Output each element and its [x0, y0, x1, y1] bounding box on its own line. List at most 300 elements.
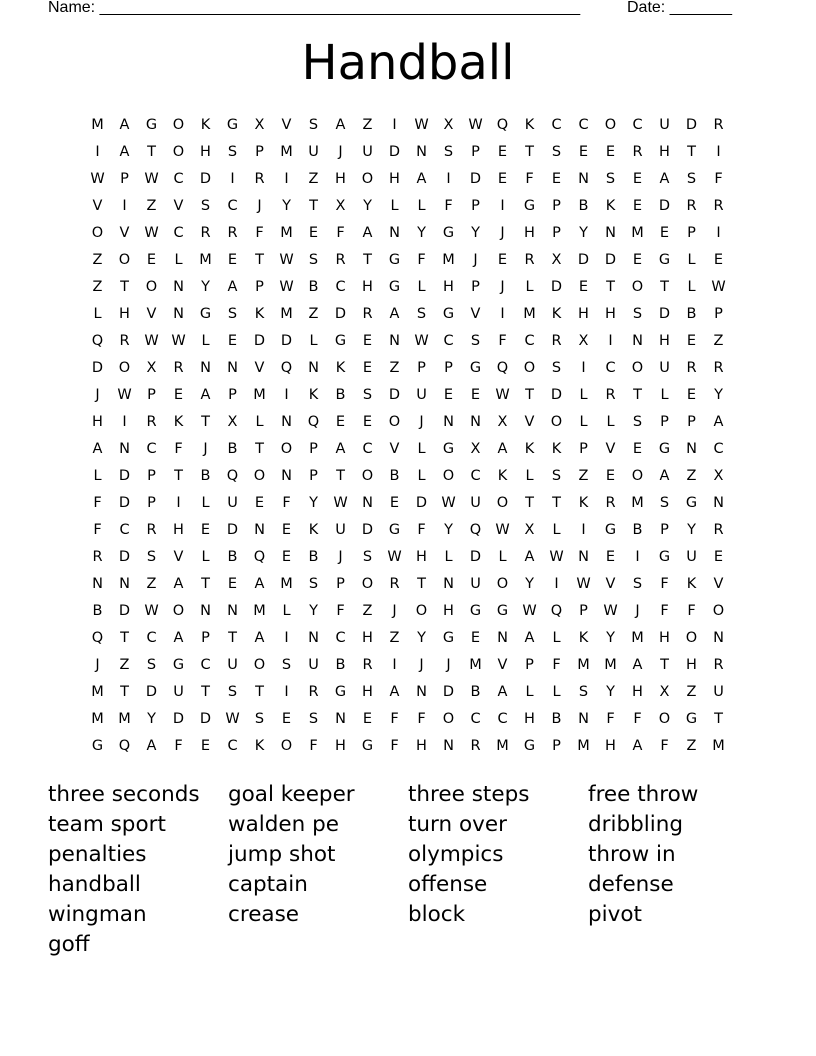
- grid-letter: I: [284, 171, 289, 187]
- grid-letter: U: [470, 495, 481, 511]
- grid-letter: L: [174, 252, 183, 268]
- grid-letter: R: [686, 360, 697, 376]
- grid-row: [84, 598, 732, 625]
- grid-letter: M: [442, 252, 455, 268]
- word-list-item: walden pe: [228, 812, 339, 837]
- grid-letter: W: [576, 576, 591, 592]
- grid-row: [84, 733, 732, 760]
- grid-letter: L: [660, 387, 669, 403]
- grid-letter: K: [686, 576, 697, 592]
- grid-letter: P: [687, 414, 696, 430]
- grid-letter: J: [338, 549, 343, 565]
- grid-letter: F: [309, 738, 318, 754]
- grid-letter: T: [417, 576, 426, 592]
- grid-letter: L: [552, 522, 561, 538]
- grid-letter: C: [146, 630, 157, 646]
- grid-letter: H: [416, 738, 427, 754]
- word-list-item: dribbling: [588, 812, 683, 837]
- grid-letter: C: [551, 117, 562, 133]
- grid-letter: R: [173, 360, 184, 376]
- grid-row: [84, 706, 732, 733]
- grid-letter: R: [362, 657, 373, 673]
- grid-letter: N: [443, 576, 454, 592]
- grid-letter: R: [713, 657, 724, 673]
- grid-letter: N: [227, 603, 238, 619]
- grid-letter: B: [335, 387, 346, 403]
- grid-letter: J: [95, 387, 100, 403]
- grid-letter: N: [254, 522, 265, 538]
- grid-letter: B: [686, 306, 697, 322]
- grid-letter: H: [632, 684, 643, 700]
- grid-letter: N: [308, 360, 319, 376]
- grid-letter: C: [470, 468, 481, 484]
- grid-letter: W: [387, 549, 402, 565]
- grid-letter: P: [714, 306, 723, 322]
- grid-letter: O: [172, 603, 185, 619]
- grid-letter: J: [419, 414, 424, 430]
- grid-letter: W: [495, 387, 510, 403]
- grid-letter: Q: [280, 360, 293, 376]
- grid-letter: O: [118, 360, 131, 376]
- grid-letter: O: [361, 171, 374, 187]
- grid-letter: L: [417, 198, 426, 214]
- grid-letter: Z: [362, 603, 373, 619]
- grid-letter: A: [227, 279, 238, 295]
- grid-letter: M: [118, 711, 131, 727]
- grid-letter: W: [117, 387, 132, 403]
- grid-letter: S: [632, 576, 643, 592]
- grid-letter: V: [470, 306, 481, 322]
- grid-letter: A: [146, 738, 157, 754]
- grid-letter: N: [578, 711, 589, 727]
- grid-letter: J: [446, 657, 451, 673]
- grid-letter: P: [552, 198, 561, 214]
- grid-letter: I: [95, 144, 100, 160]
- grid-letter: D: [145, 684, 158, 700]
- grid-letter: D: [361, 522, 374, 538]
- grid-letter: D: [388, 387, 401, 403]
- grid-letter: N: [605, 225, 616, 241]
- date-field[interactable]: Date: _______: [627, 0, 732, 16]
- grid-letter: C: [497, 711, 508, 727]
- grid-letter: N: [470, 414, 481, 430]
- grid-letter: E: [308, 225, 319, 241]
- grid-letter: T: [525, 144, 534, 160]
- grid-letter: F: [687, 603, 696, 619]
- grid-letter: I: [446, 171, 451, 187]
- grid-letter: A: [335, 441, 346, 457]
- grid-letter: I: [122, 198, 127, 214]
- grid-letter: R: [362, 306, 373, 322]
- grid-letter: E: [200, 522, 211, 538]
- grid-letter: D: [199, 171, 212, 187]
- word-list-item: free throw: [588, 782, 699, 807]
- grid-letter: D: [334, 306, 347, 322]
- grid-letter: G: [145, 117, 158, 133]
- word-list-item: goff: [48, 932, 90, 957]
- grid-letter: J: [500, 279, 505, 295]
- grid-letter: E: [470, 630, 481, 646]
- grid-letter: T: [147, 144, 156, 160]
- grid-letter: P: [147, 495, 156, 511]
- grid-letter: N: [713, 630, 724, 646]
- grid-letter: X: [713, 468, 724, 484]
- grid-letter: L: [552, 630, 561, 646]
- grid-letter: G: [523, 198, 536, 214]
- grid-letter: A: [119, 144, 130, 160]
- grid-letter: P: [255, 279, 264, 295]
- grid-letter: P: [471, 198, 480, 214]
- grid-letter: F: [606, 711, 615, 727]
- grid-letter: R: [524, 252, 535, 268]
- grid-letter: L: [498, 549, 507, 565]
- grid-letter: R: [92, 549, 103, 565]
- grid-letter: L: [417, 468, 426, 484]
- grid-letter: A: [389, 684, 400, 700]
- grid-letter: J: [500, 225, 505, 241]
- grid-row: [84, 463, 732, 490]
- grid-letter: E: [254, 495, 265, 511]
- grid-letter: S: [227, 144, 238, 160]
- grid-letter: N: [362, 495, 373, 511]
- grid-letter: G: [658, 549, 671, 565]
- grid-letter: F: [525, 171, 534, 187]
- grid-letter: Z: [308, 306, 319, 322]
- grid-letter: R: [713, 360, 724, 376]
- grid-letter: E: [470, 387, 481, 403]
- grid-letter: U: [227, 495, 238, 511]
- grid-letter: S: [443, 144, 454, 160]
- grid-letter: T: [120, 279, 129, 295]
- grid-letter: P: [417, 360, 426, 376]
- grid-letter: Z: [713, 333, 724, 349]
- grid-letter: E: [497, 171, 508, 187]
- grid-letter: W: [144, 171, 159, 187]
- grid-letter: N: [416, 144, 427, 160]
- grid-row: [84, 625, 732, 652]
- grid-letter: E: [281, 522, 292, 538]
- grid-letter: U: [713, 684, 724, 700]
- grid-letter: S: [227, 306, 238, 322]
- grid-letter: J: [203, 441, 208, 457]
- grid-letter: U: [686, 549, 697, 565]
- grid-letter: D: [658, 306, 671, 322]
- grid-letter: L: [282, 603, 291, 619]
- grid-letter: Y: [606, 630, 615, 646]
- grid-letter: O: [685, 630, 698, 646]
- grid-letter: X: [524, 522, 535, 538]
- grid-letter: K: [578, 630, 589, 646]
- grid-letter: H: [335, 738, 346, 754]
- grid-letter: M: [496, 738, 509, 754]
- grid-letter: A: [92, 441, 103, 457]
- page-title: Handball: [301, 35, 515, 91]
- grid-letter: O: [658, 711, 671, 727]
- grid-letter: A: [200, 387, 211, 403]
- grid-letter: I: [635, 549, 640, 565]
- grid-letter: W: [441, 495, 456, 511]
- grid-letter: E: [227, 252, 238, 268]
- grid-letter: A: [659, 468, 670, 484]
- grid-letter: H: [362, 630, 373, 646]
- grid-letter: K: [200, 117, 211, 133]
- grid-letter: K: [308, 387, 319, 403]
- grid-letter: Y: [606, 684, 615, 700]
- grid-letter: P: [525, 657, 534, 673]
- grid-letter: A: [659, 171, 670, 187]
- grid-letter: E: [362, 414, 373, 430]
- grid-letter: T: [201, 576, 210, 592]
- grid-letter: W: [279, 252, 294, 268]
- grid-letter: O: [253, 657, 266, 673]
- grid-letter: U: [659, 117, 670, 133]
- grid-letter: A: [254, 576, 265, 592]
- grid-letter: W: [279, 279, 294, 295]
- grid-letter: I: [284, 684, 289, 700]
- grid-row: [84, 382, 732, 409]
- grid-letter: T: [606, 279, 615, 295]
- grid-letter: S: [605, 171, 616, 187]
- grid-letter: T: [120, 684, 129, 700]
- grid-letter: F: [417, 711, 426, 727]
- grid-letter: Q: [307, 414, 320, 430]
- grid-letter: W: [711, 279, 726, 295]
- grid-letter: E: [578, 279, 589, 295]
- grid-letter: U: [308, 144, 319, 160]
- grid-letter: B: [308, 279, 319, 295]
- grid-letter: I: [284, 630, 289, 646]
- grid-letter: K: [335, 360, 346, 376]
- grid-letter: W: [549, 549, 564, 565]
- grid-row: [84, 193, 732, 220]
- grid-letter: F: [93, 495, 102, 511]
- grid-letter: R: [335, 252, 346, 268]
- grid-letter: G: [685, 711, 698, 727]
- grid-letter: E: [146, 252, 157, 268]
- grid-letter: X: [335, 198, 346, 214]
- grid-letter: J: [95, 657, 100, 673]
- grid-letter: N: [632, 333, 643, 349]
- grid-letter: T: [552, 495, 561, 511]
- grid-letter: T: [255, 684, 264, 700]
- grid-letter: P: [579, 441, 588, 457]
- grid-row: [84, 436, 732, 463]
- grid-letter: V: [119, 225, 130, 241]
- grid-letter: C: [578, 117, 589, 133]
- grid-letter: X: [443, 117, 454, 133]
- grid-letter: I: [284, 387, 289, 403]
- grid-letter: E: [632, 441, 643, 457]
- grid-letter: T: [363, 252, 372, 268]
- grid-letter: W: [144, 333, 159, 349]
- word-list-item: three steps: [408, 782, 530, 807]
- grid-letter: H: [416, 549, 427, 565]
- grid-letter: M: [604, 657, 617, 673]
- grid-letter: X: [659, 684, 670, 700]
- grid-letter: F: [633, 711, 642, 727]
- grid-letter: Y: [687, 522, 696, 538]
- grid-letter: T: [255, 252, 264, 268]
- grid-letter: O: [523, 360, 536, 376]
- grid-letter: Q: [496, 360, 509, 376]
- grid-letter: T: [687, 144, 696, 160]
- grid-letter: C: [173, 171, 184, 187]
- grid-letter: U: [335, 522, 346, 538]
- grid-letter: A: [713, 414, 724, 430]
- grid-letter: P: [336, 576, 345, 592]
- grid-letter: R: [389, 576, 400, 592]
- grid-letter: R: [308, 684, 319, 700]
- grid-letter: N: [497, 630, 508, 646]
- grid-letter: G: [91, 738, 104, 754]
- grid-letter: T: [120, 630, 129, 646]
- grid-letter: D: [658, 198, 671, 214]
- grid-letter: C: [227, 198, 238, 214]
- grid-letter: S: [254, 711, 265, 727]
- grid-letter: R: [713, 117, 724, 133]
- grid-letter: F: [255, 225, 264, 241]
- grid-letter: S: [308, 252, 319, 268]
- grid-letter: H: [686, 657, 697, 673]
- grid-letter: P: [309, 468, 318, 484]
- grid-letter: O: [604, 117, 617, 133]
- grid-letter: O: [172, 144, 185, 160]
- grid-letter: E: [632, 252, 643, 268]
- grid-letter: D: [253, 333, 266, 349]
- grid-letter: V: [281, 117, 292, 133]
- grid-letter: L: [687, 252, 696, 268]
- grid-letter: E: [686, 333, 697, 349]
- grid-letter: E: [713, 549, 724, 565]
- grid-letter: N: [578, 171, 589, 187]
- grid-row: [84, 679, 732, 706]
- grid-letter: I: [230, 171, 235, 187]
- grid-letter: B: [227, 441, 238, 457]
- grid-letter: R: [146, 414, 157, 430]
- grid-letter: D: [91, 360, 104, 376]
- grid-letter: N: [686, 441, 697, 457]
- grid-letter: M: [631, 495, 644, 511]
- word-list-item: offense: [408, 872, 488, 897]
- grid-letter: A: [416, 171, 427, 187]
- grid-letter: J: [419, 657, 424, 673]
- grid-letter: W: [225, 711, 240, 727]
- letter-grid: [84, 112, 732, 760]
- grid-letter: G: [199, 306, 212, 322]
- grid-letter: F: [552, 657, 561, 673]
- grid-letter: G: [658, 441, 671, 457]
- grid-letter: P: [687, 225, 696, 241]
- grid-letter: H: [362, 279, 373, 295]
- grid-letter: B: [200, 468, 211, 484]
- grid-letter: E: [389, 495, 400, 511]
- grid-letter: V: [497, 657, 508, 673]
- grid-letter: Q: [118, 738, 131, 754]
- grid-letter: A: [173, 576, 184, 592]
- grid-letter: T: [660, 657, 669, 673]
- grid-letter: S: [551, 468, 562, 484]
- grid-letter: C: [713, 441, 724, 457]
- grid-row: [84, 301, 732, 328]
- grid-letter: O: [712, 603, 725, 619]
- grid-letter: S: [686, 171, 697, 187]
- grid-letter: M: [253, 603, 266, 619]
- grid-letter: H: [605, 306, 616, 322]
- grid-letter: N: [200, 603, 211, 619]
- grid-letter: U: [470, 576, 481, 592]
- grid-letter: N: [227, 360, 238, 376]
- grid-letter: E: [200, 738, 211, 754]
- grid-letter: O: [172, 117, 185, 133]
- grid-letter: L: [606, 414, 615, 430]
- grid-letter: D: [442, 684, 455, 700]
- word-list-item: pivot: [588, 902, 642, 927]
- grid-letter: S: [659, 495, 670, 511]
- grid-letter: S: [308, 711, 319, 727]
- grid-letter: H: [443, 279, 454, 295]
- grid-letter: H: [524, 711, 535, 727]
- grid-letter: E: [497, 252, 508, 268]
- name-field[interactable]: Name: ______________________________________________________: [48, 0, 581, 16]
- grid-letter: V: [146, 306, 157, 322]
- grid-letter: Y: [282, 198, 291, 214]
- grid-letter: K: [497, 468, 508, 484]
- grid-letter: T: [525, 495, 534, 511]
- grid-letter: H: [173, 522, 184, 538]
- grid-row: [84, 139, 732, 166]
- grid-letter: V: [605, 576, 616, 592]
- grid-letter: R: [713, 522, 724, 538]
- grid-letter: Z: [146, 576, 157, 592]
- grid-row: [84, 490, 732, 517]
- grid-letter: C: [362, 441, 373, 457]
- grid-letter: Z: [578, 468, 589, 484]
- grid-letter: M: [91, 684, 104, 700]
- grid-letter: F: [336, 225, 345, 241]
- grid-letter: Z: [119, 657, 130, 673]
- grid-letter: Q: [550, 603, 563, 619]
- word-list-item: crease: [228, 902, 300, 927]
- grid-letter: G: [388, 252, 401, 268]
- grid-letter: A: [173, 630, 184, 646]
- grid-letter: O: [631, 279, 644, 295]
- grid-letter: B: [551, 711, 562, 727]
- grid-letter: E: [605, 549, 616, 565]
- grid-letter: X: [497, 414, 508, 430]
- grid-letter: L: [417, 441, 426, 457]
- grid-letter: D: [226, 522, 239, 538]
- grid-letter: F: [282, 495, 291, 511]
- grid-letter: X: [227, 414, 238, 430]
- grid-letter: L: [255, 414, 264, 430]
- grid-letter: Z: [92, 279, 103, 295]
- grid-letter: C: [200, 657, 211, 673]
- grid-letter: K: [524, 117, 535, 133]
- grid-letter: T: [660, 279, 669, 295]
- grid-letter: H: [605, 738, 616, 754]
- grid-letter: S: [200, 198, 211, 214]
- grid-letter: M: [469, 657, 482, 673]
- grid-letter: A: [254, 630, 265, 646]
- grid-letter: I: [716, 144, 721, 160]
- grid-letter: C: [632, 117, 643, 133]
- grid-row: [84, 112, 732, 139]
- grid-letter: G: [442, 225, 455, 241]
- grid-letter: V: [605, 441, 616, 457]
- grid-letter: A: [335, 117, 346, 133]
- grid-letter: I: [716, 225, 721, 241]
- grid-letter: I: [122, 414, 127, 430]
